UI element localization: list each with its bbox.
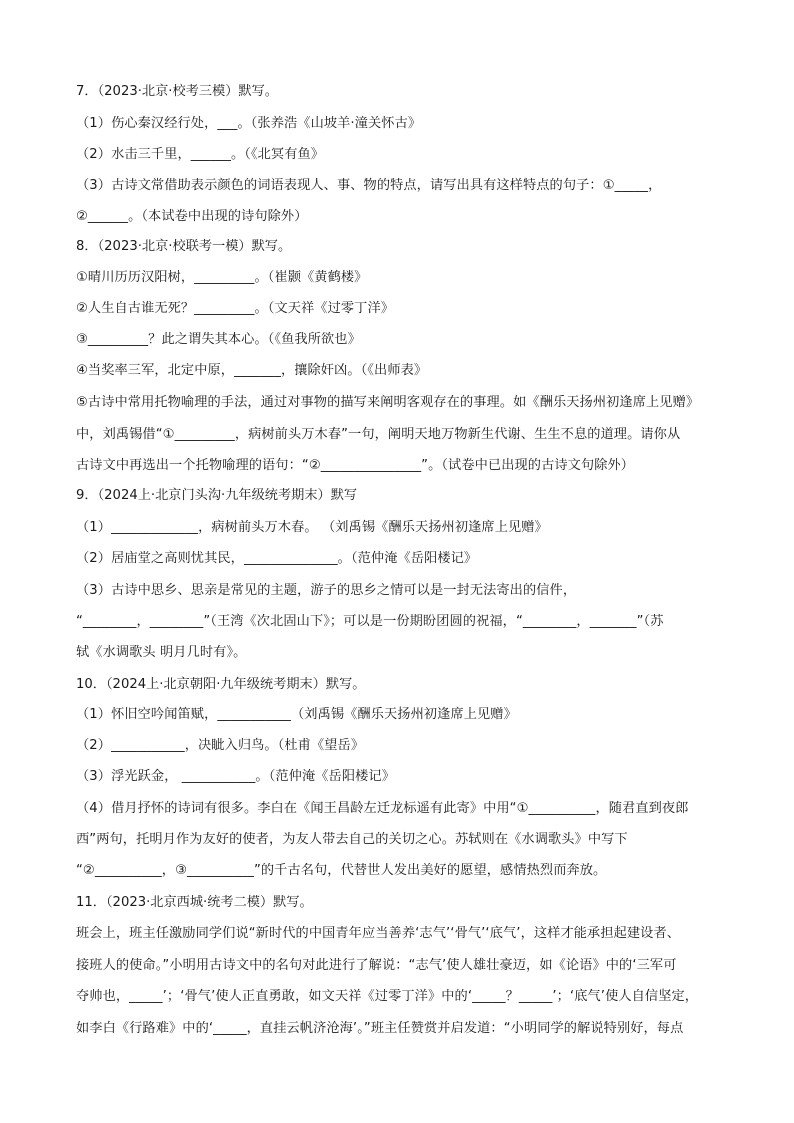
question-9-item-2: （2）居庙堂之高则忧其民，______________。（范仲淹《岳阳楼记》 (76, 551, 478, 566)
question-7-item-1: （1）伤心秦汉经行处，___。（张养浩《山坡羊·潼关怀古》 (76, 116, 422, 131)
question-8-heading: 8．（2023·北京·校联考一模）默写。 (76, 239, 292, 254)
question-10-item-4-cont-1: 西”两句，托明月作为友好的使者，为友人带去自己的关切之心。苏轼则在《水调歌头》中写下 (76, 832, 628, 847)
question-9-item-3-cont-1: “________，________”（王湾《次北固山下》；可以是一份期盼团圆的祝福，“________，_______”（苏 (76, 614, 664, 629)
question-8-item-3: ③_________？此之谓失其本心。（《鱼我所欲也》 (76, 332, 361, 347)
question-9-item-3: （3）古诗中思乡、思亲是常见的主题，游子的思乡之情可以是一封无法寄出的信件， (76, 583, 577, 598)
question-8-item-5: ⑤古诗中常用托物喻理的手法，通过对事物的描写来阐明客观存在的事理。如《酬乐天扬州初逢席上见赠》 (76, 395, 700, 410)
question-8-item-2: ②人生自古谁无死？_________。（文天祥《过零丁洋》 (76, 301, 395, 316)
question-10-item-2: （2）___________，决眦入归鸟。（杜甫《望岳》 (76, 738, 365, 753)
question-11-paragraph-1: 班会上，班主任激励同学们说“新时代的中国青年应当善养‘志气’‘骨气’‘底气’，这样才能承担起建设者、 (76, 926, 681, 941)
question-11-paragraph-3: 夺帅也，_____’；‘骨气’使人正直勇敢，如文天祥《过零丁洋》中的‘_____？_____’；‘底气’使人自信坚定， (76, 989, 699, 1004)
question-11-paragraph-2: 接班人的使命。”小明用古诗文中的名句对此进行了解说：“志气’使人雄壮豪迈，如《论语》中的‘三军可 (76, 958, 677, 973)
question-8-item-5-cont-1: 中，刘禹锡借“①_________，病树前头万木春”一句，阐明天地万物新生代谢、生生不息的道理。请你从 (76, 427, 681, 442)
question-9-item-3-cont-2: 轼《水调歌头 明月几时有》。 (76, 645, 247, 660)
question-10-item-4: （4）借月抒怀的诗词有很多。李白在《闻王昌龄左迁龙标遥有此寄》中用“①__________，随君直到夜郎 (76, 801, 689, 816)
question-10-item-3: （3）浮光跃金， ___________。（范仲淹《岳阳楼记》 (76, 769, 395, 784)
question-9-heading: 9．（2024上·北京门头沟·九年级统考期末）默写 (76, 488, 358, 503)
question-10-item-1: （1）怀旧空吟闻笛赋，___________（刘禹锡《酬乐天扬州初逢席上见赠》 (76, 707, 517, 722)
question-8-item-1: ①晴川历历汉阳树，_________。（崔颢《黄鹤楼》 (76, 270, 368, 285)
question-11-heading: 11．（2023·北京西城·统考二模）默写。 (76, 895, 313, 910)
question-10-item-4-cont-2: “②__________，③__________”的千古名句，代替世人发出美好的愿望，感情热烈而奔放。 (76, 863, 607, 878)
question-7-item-3-cont: ②______。（本试卷中出现的诗句除外） (76, 209, 308, 224)
question-7-heading: 7．（2023·北京·校考三模）默写。 (76, 84, 278, 99)
question-9-item-1: （1）_____________，病树前头万木春。 （刘禹锡《酬乐天扬州初逢席上见赠》 (76, 520, 548, 535)
question-8-item-4: ④当奖率三军，北定中原，_______，攘除奸凶。（《出师表》 (76, 363, 428, 378)
question-10-heading: 10．（2024上·北京朝阳·九年级统考期末）默写。 (76, 677, 366, 692)
question-7-item-2: （2）水击三千里，______。（《北冥有鱼》 (76, 147, 325, 162)
question-11-paragraph-4: 如李白《行路难》中的‘_____，直挂云帆济沧海’。”班主任赞赏并启发道：“小明同学的解说特别好，每点 (76, 1021, 684, 1036)
question-8-item-5-cont-2: 古诗文中再选出一个托物喻理的语句：“②_______________”。（试卷中已出现的古诗文句除外） (76, 458, 635, 473)
question-7-item-3: （3）古诗文常借助表示颜色的词语表现人、事、物的特点，请写出具有这样特点的句子：①_____， (76, 178, 662, 193)
